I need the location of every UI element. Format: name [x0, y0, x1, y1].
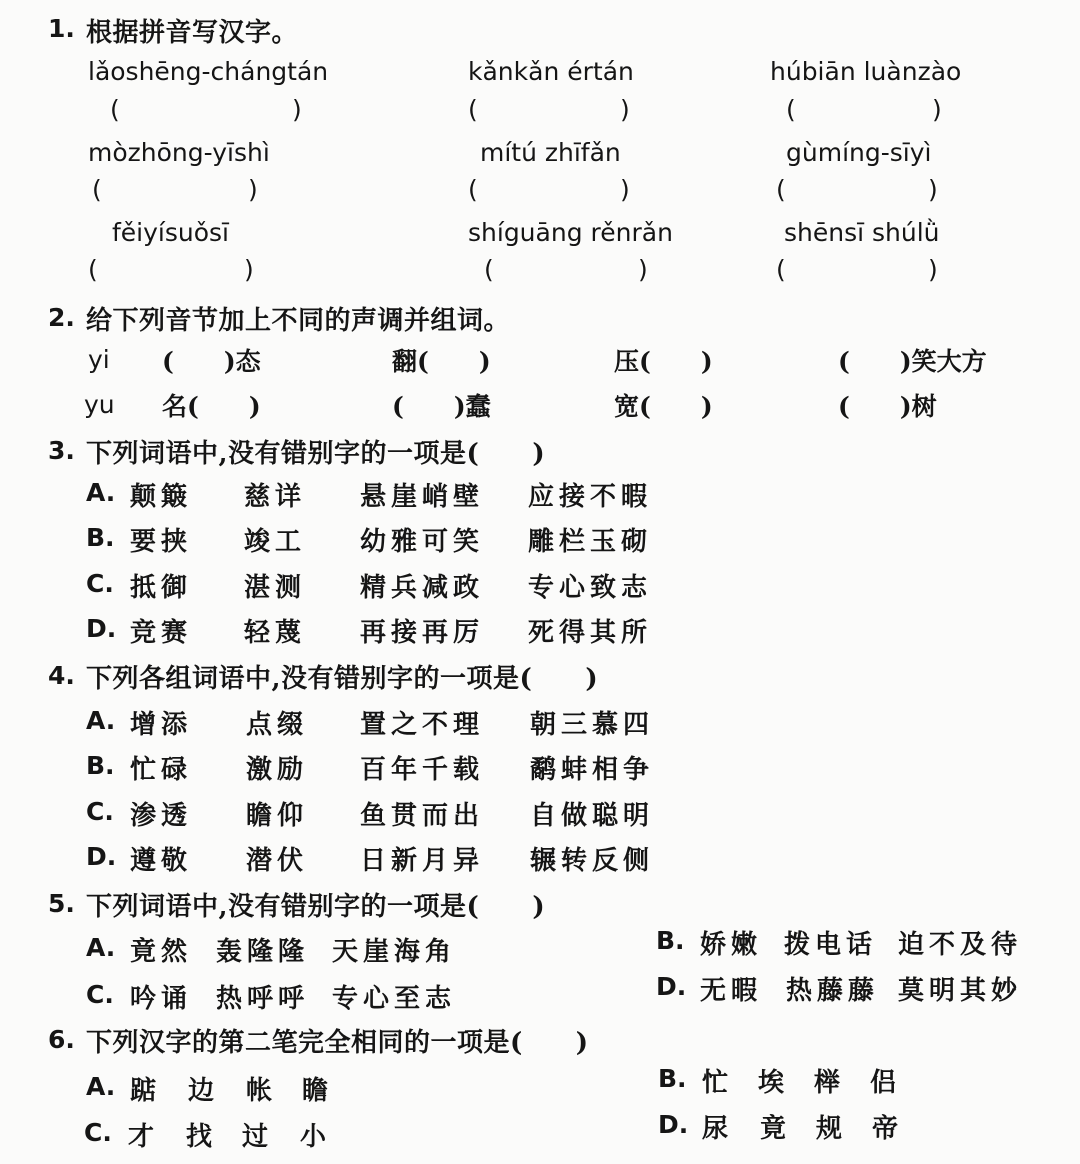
q6-option-d-char-3: 规	[816, 1114, 848, 1144]
q5-option-d-word-1: 无暇	[700, 976, 763, 1006]
q6-option-c-char-3: 过	[242, 1122, 274, 1152]
q6-option-a-char-3: 帐	[246, 1076, 278, 1106]
q4-option-a-word-1: 增添	[130, 710, 193, 740]
q2-yi-cell-3: 压( )	[614, 347, 713, 376]
q5-prompt: 下列词语中,没有错别字的一项是( )	[86, 892, 546, 922]
q6-option-a-char-2: 边	[188, 1076, 220, 1106]
q6-option-a-char-4: 瞻	[302, 1076, 334, 1106]
q4-option-a-word-3: 置之不理	[360, 710, 485, 740]
q3-option-c-label: C.	[86, 569, 114, 598]
q1-answer-close-9: )	[928, 255, 938, 284]
q3-option-b-label: B.	[86, 523, 115, 552]
q3-option-a-word-4: 应接不暇	[528, 482, 653, 512]
q4-option-a-word-2: 点缀	[246, 710, 309, 740]
q4-option-c-word-1: 渗透	[130, 801, 193, 831]
q4-option-d-word-4: 辗转反侧	[530, 846, 655, 876]
q1-answer-open-7: (	[88, 255, 98, 284]
q6-option-b-char-4: 侣	[870, 1068, 902, 1098]
q1-pinyin-2: kǎnkǎn értán	[468, 57, 634, 86]
q5-option-c-word-3: 专心至志	[332, 984, 457, 1014]
q2-yi-cell-1: ( )态	[162, 347, 261, 376]
q5-option-a-word-3: 天崖海角	[332, 937, 457, 967]
q5-option-c-word-1: 吟诵	[130, 984, 193, 1014]
q4-option-d-word-2: 潜伏	[246, 846, 309, 876]
q6-prompt: 下列汉字的第二笔完全相同的一项是( )	[86, 1028, 589, 1058]
q1-answer-open-8: (	[484, 255, 494, 284]
q2-number: 2.	[48, 303, 75, 332]
q4-option-b-word-4: 鹬蚌相争	[530, 755, 655, 785]
q1-answer-open-4: (	[92, 175, 102, 204]
q6-number: 6.	[48, 1025, 75, 1054]
q1-pinyin-8: shíguāng rěnrǎn	[468, 218, 673, 247]
q2-yi-cell-4: ( )笑大方	[838, 347, 987, 376]
q2-yi-cell-2: 翻( )	[392, 347, 491, 376]
q5-option-d-label: D.	[656, 972, 687, 1001]
q6-option-c-char-1: 才	[128, 1122, 160, 1152]
q1-answer-close-7: )	[244, 255, 254, 284]
q4-option-d-label: D.	[86, 842, 117, 871]
q1-answer-close-4: )	[248, 175, 258, 204]
q4-option-a-label: A.	[86, 706, 116, 735]
q5-option-c-label: C.	[86, 980, 114, 1009]
q6-option-a-char-1: 踮	[130, 1076, 162, 1106]
q1-answer-close-2: )	[620, 95, 630, 124]
q2-syllable-yi: yi	[88, 345, 110, 374]
q3-option-a-label: A.	[86, 478, 116, 507]
q5-option-d-word-3: 莫明其妙	[898, 976, 1023, 1006]
q1-pinyin-5: mítú zhīfǎn	[480, 138, 621, 167]
q3-option-d-word-3: 再接再厉	[360, 618, 485, 648]
q4-option-c-label: C.	[86, 797, 114, 826]
q1-pinyin-9: shēnsī shúlǜ	[784, 218, 940, 247]
q6-option-d-label: D.	[658, 1110, 689, 1139]
q5-option-b-label: B.	[656, 926, 685, 955]
q5-option-a-word-2: 轰隆隆	[216, 937, 310, 967]
q4-option-c-word-4: 自做聪明	[530, 801, 655, 831]
q6-option-b-label: B.	[658, 1064, 687, 1093]
q4-option-b-label: B.	[86, 751, 115, 780]
q3-option-b-word-1: 要挟	[130, 527, 193, 557]
q3-option-a-word-1: 颠簸	[130, 482, 193, 512]
q1-number: 1.	[48, 14, 75, 43]
q2-prompt: 给下列音节加上不同的声调并组词。	[86, 306, 511, 336]
q6-option-c-char-2: 找	[186, 1122, 218, 1152]
q4-prompt: 下列各组词语中,没有错别字的一项是( )	[86, 664, 599, 694]
q6-option-d-char-2: 竟	[760, 1114, 792, 1144]
q4-option-c-word-2: 瞻仰	[246, 801, 309, 831]
q4-option-b-word-3: 百年千载	[360, 755, 485, 785]
q3-option-d-word-1: 竞赛	[130, 618, 193, 648]
q4-option-c-word-3: 鱼贯而出	[360, 801, 485, 831]
q3-option-b-word-2: 竣工	[244, 527, 307, 557]
q1-answer-open-5: (	[468, 175, 478, 204]
q2-syllable-yu: yu	[84, 390, 115, 419]
q1-pinyin-1: lǎoshēng-chángtán	[88, 57, 329, 86]
q3-option-b-word-4: 雕栏玉砌	[528, 527, 653, 557]
q3-number: 3.	[48, 436, 75, 465]
q5-option-a-word-1: 竟然	[130, 937, 193, 967]
q4-option-b-word-1: 忙碌	[130, 755, 193, 785]
q1-answer-close-3: )	[932, 95, 942, 124]
q4-option-d-word-3: 日新月异	[360, 846, 485, 876]
q1-answer-open-2: (	[468, 95, 478, 124]
q6-option-c-label: C.	[84, 1118, 112, 1147]
q6-option-d-char-4: 帝	[872, 1114, 904, 1144]
q1-answer-close-8: )	[638, 255, 648, 284]
q1-answer-open-1: (	[110, 95, 120, 124]
q6-option-d-char-1: 尿	[702, 1114, 734, 1144]
q5-option-b-word-2: 拨电话	[784, 930, 878, 960]
q4-option-a-word-4: 朝三慕四	[530, 710, 655, 740]
q4-number: 4.	[48, 661, 75, 690]
q3-option-c-word-1: 抵御	[130, 573, 193, 603]
q6-option-a-label: A.	[86, 1072, 116, 1101]
q2-yu-cell-2: ( )蠢	[392, 392, 491, 421]
q1-prompt: 根据拼音写汉字。	[86, 18, 299, 48]
q4-option-d-word-1: 遵敬	[130, 846, 193, 876]
q4-option-b-word-2: 激励	[246, 755, 309, 785]
q1-answer-open-9: (	[776, 255, 786, 284]
q1-pinyin-7: fěiyísuǒsī	[112, 218, 230, 247]
q2-yu-cell-3: 宽( )	[614, 392, 713, 421]
q3-option-c-word-3: 精兵减政	[360, 573, 485, 603]
q3-option-c-word-4: 专心致志	[528, 573, 653, 603]
q1-pinyin-3: húbiān luànzào	[770, 57, 962, 86]
q3-option-d-word-4: 死得其所	[528, 618, 653, 648]
q2-yu-cell-1: 名( )	[162, 392, 261, 421]
q1-answer-close-6: )	[928, 175, 938, 204]
q1-pinyin-6: gùmíng-sīyì	[786, 138, 932, 167]
q3-option-d-label: D.	[86, 614, 117, 643]
q5-option-b-word-1: 娇嫩	[700, 930, 763, 960]
q1-pinyin-4: mòzhōng-yīshì	[88, 138, 270, 167]
q3-prompt: 下列词语中,没有错别字的一项是( )	[86, 439, 546, 469]
q3-option-c-word-2: 湛测	[244, 573, 307, 603]
q3-option-b-word-3: 幼雅可笑	[360, 527, 485, 557]
q1-answer-open-3: (	[786, 95, 796, 124]
q5-option-b-word-3: 迫不及待	[898, 930, 1023, 960]
q6-option-b-char-3: 榉	[814, 1068, 846, 1098]
q6-option-b-char-2: 埃	[758, 1068, 790, 1098]
q5-option-d-word-2: 热藤藤	[786, 976, 880, 1006]
q1-answer-close-1: )	[292, 95, 302, 124]
q1-answer-close-5: )	[620, 175, 630, 204]
q6-option-c-char-4: 小	[300, 1122, 332, 1152]
q5-number: 5.	[48, 889, 75, 918]
q3-option-a-word-2: 慈详	[244, 482, 307, 512]
q3-option-d-word-2: 轻蔑	[244, 618, 307, 648]
q2-yu-cell-4: ( )树	[838, 392, 937, 421]
q1-answer-open-6: (	[776, 175, 786, 204]
q6-option-b-char-1: 忙	[702, 1068, 734, 1098]
q5-option-c-word-2: 热呼呼	[216, 984, 310, 1014]
q5-option-a-label: A.	[86, 933, 116, 962]
q3-option-a-word-3: 悬崖峭壁	[360, 482, 485, 512]
